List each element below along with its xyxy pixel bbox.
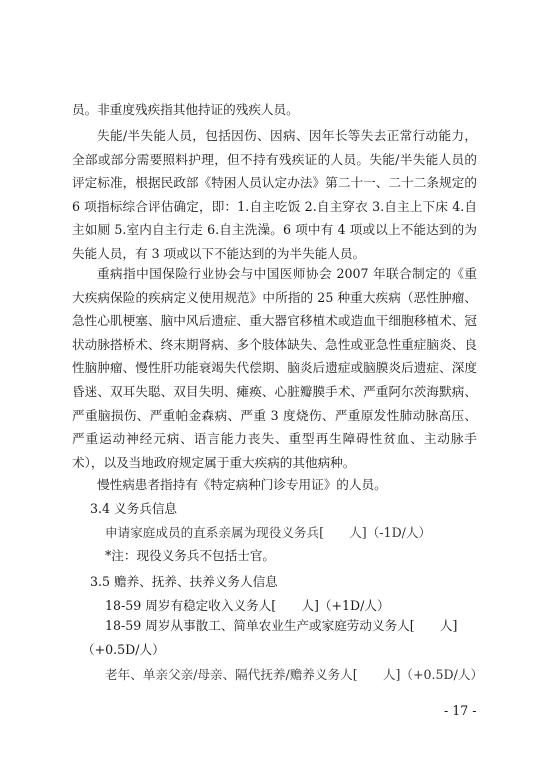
paragraph-chronic-illness: 慢性病患者指持有《特定病种门诊专用证》的人员。: [97, 477, 387, 492]
paragraph-disability-end: 员。非重度残疾指其他持证的残疾人员。: [72, 102, 299, 117]
casual-work-obligor-line: 18-59 周岁从事散工、简单农业生产或家庭劳动义务人[ 人]: [105, 618, 458, 633]
section-heading-support-obligors: 3.5 赡养、抚养、扶养义务人信息: [90, 574, 278, 589]
stable-income-obligor-line: 18-59 周岁有稳定收入义务人[ 人]（+1D/人）: [105, 598, 390, 613]
elderly-single-parent-obligor-line: 老年、单亲父亲/母亲、隔代抚养/赡养义务人[ 人]（+0.5D/人）: [105, 667, 484, 682]
section-heading-conscript: 3.4 义务兵信息: [90, 501, 178, 516]
paragraph-serious-illness: 重病指中国保险行业协会与中国医师协会 2007 年联合制定的《重大疾病保险的疾病定义使用规范》中所指的 25 种重大疾病（恶性肿瘤、急性心肌梗塞、脑中风后遗症、重大器官移植术或造血干细胞移植术、冠状动脉搭桥术、终末期肾病、多个肢体缺失、急性或亚急性重症脑炎、良性脑肿瘤、慢性肝功能衰竭失代偿期、脑炎后遗症或脑膜炎后遗症、深度昏迷、双耳失聪、双目失明、瘫痪、心脏瓣膜手术、严重阿尔茨海默病、严重脑损伤、严重帕金森病、严重 3 度烧伤、严重原发性肺动脉高压、严重运动神经元病、语言能力丧失、重型再生障碍性贫血、主动脉手术），以及当地政府规定属于重大疾病的其他病种。: [72, 266, 477, 470]
conscript-relative-line: 申请家庭成员的直系亲属为现役义务兵[ 人]（-1D/人）: [105, 525, 432, 540]
paragraph-disabled-persons: 失能/半失能人员，包括因伤、因病、因年长等失去正常行动能力，全部或部分需要照料护理，但不持有残疾证的人员。失能/半失能人员的评定标准，根据民政部《特困人员认定办法》第二十一、二十二条规定的 6 项指标综合评估确定，即：1.自主吃饭 2.自主穿衣 3.自主上下床 4.自主如厕 5.室内自主行走 6.自主洗澡。6 项中有 4 项或以上不能达到的为失能人员，有 3 项或以下不能达到的为半失能人员。: [72, 128, 477, 261]
conscript-note: *注：现役义务兵不包括士官。: [105, 548, 276, 563]
casual-work-obligor-weight: （+0.5D/人）: [82, 642, 165, 657]
page-number: - 17 -: [444, 703, 477, 718]
